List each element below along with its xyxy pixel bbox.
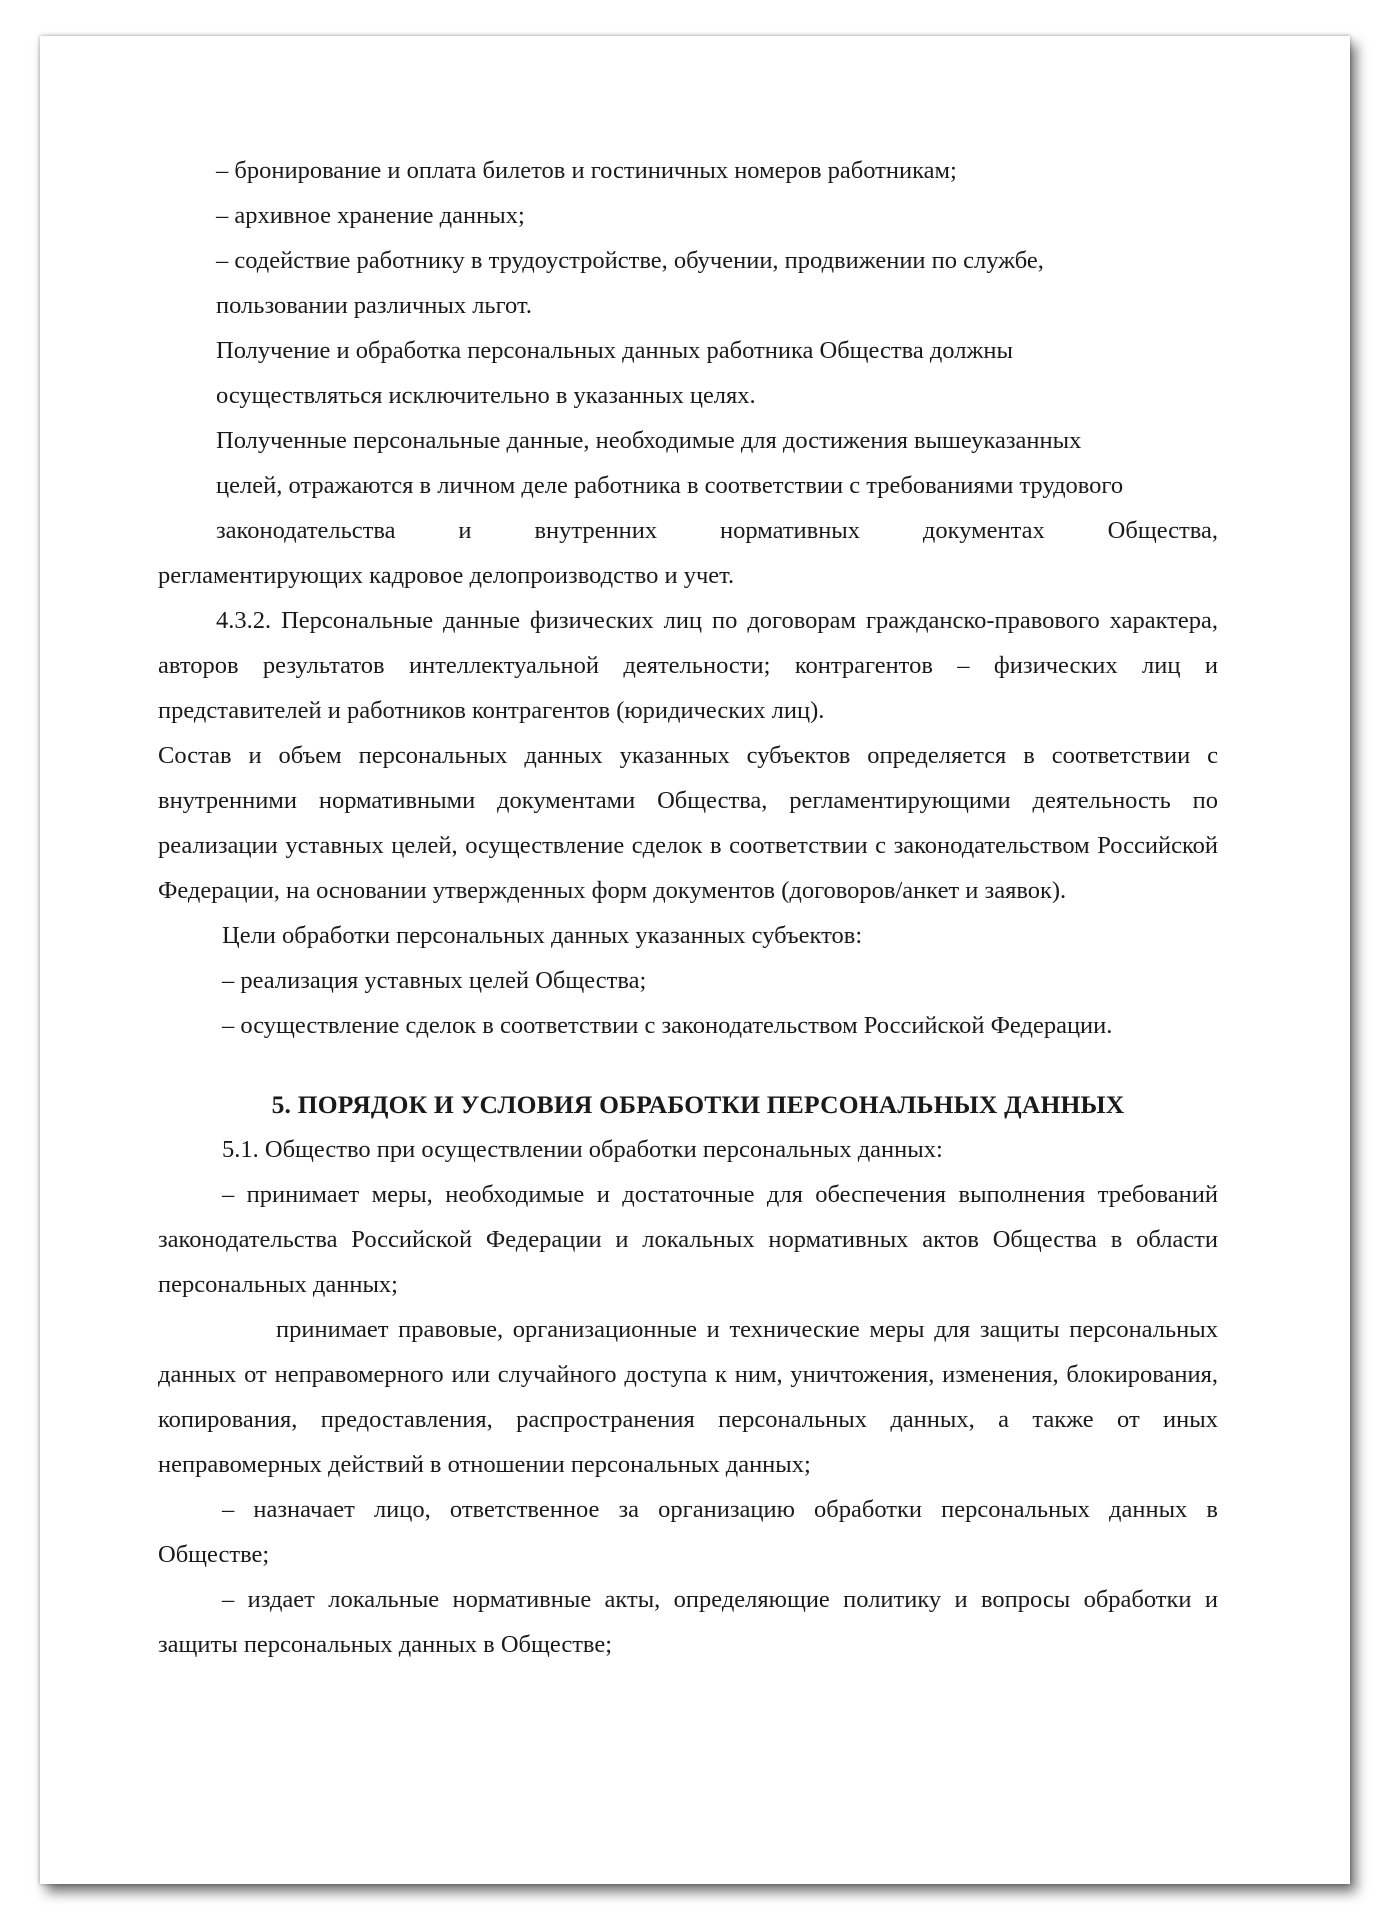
list-item-assistance-cont: пользовании различных льгот. [216, 292, 532, 319]
paragraph-5-1: 5.1. Общество при осуществлении обработки персональных данных: [222, 1136, 943, 1163]
paragraph-line: законодательства и внутренних нормативных документах Общества, [216, 517, 1218, 544]
list-item-booking: – бронирование и оплата билетов и гостиничных номеров работникам; [216, 157, 957, 184]
paragraph-4-3-2: 4.3.2. Персональные данные физических лиц по договорам гражданско-правового характера, авторов результатов интеллектуальной деятельности; контрагентов – физических лиц и представителей и работников контрагентов (юридических лиц). [158, 607, 1218, 724]
measures-item: принимает правовые, организационные и технические меры для защиты персональных данных от неправомерного или случайного доступа к ним, уничтожения, изменения, блокирования, копирования, предоставления, распространения персональных данных, а также от иных неправомерных действий в отношении персональных данных; [158, 1316, 1218, 1478]
measures-item: – издает локальные нормативные акты, определяющие политику и вопросы обработки и защиты персональных данных в Обществе; [158, 1586, 1218, 1658]
paragraph-line: регламентирующих кадровое делопроизводство и учет. [158, 562, 735, 589]
list-item-archive: – архивное хранение данных; [216, 202, 525, 229]
paragraph-composition: Состав и объем персональных данных указанных субъектов определяется в соответствии с внутренними нормативными документами Общества, регламентирующими деятельность по реализации уставных целей, осуществление сделок в соответствии с законодательством Российской Федерации, на основании утвержденных форм документов (договоров/анкет и заявок). [158, 742, 1218, 904]
section-heading: 5. ПОРЯДОК И УСЛОВИЯ ОБРАБОТКИ ПЕРСОНАЛЬНЫХ ДАННЫХ [271, 1090, 1125, 1119]
goal-item: – осуществление сделок в соответствии с законодательством Российской Федерации. [222, 1012, 1113, 1039]
measures-item: – принимает меры, необходимые и достаточные для обеспечения выполнения требований законодательства Российской Федерации и локальных нормативных актов Общества в области персональных данных; [158, 1181, 1218, 1298]
list-item-assistance: – содействие работнику в трудоустройстве, обучении, продвижении по службе, [216, 247, 1044, 274]
goal-item: – реализация уставных целей Общества; [222, 967, 647, 994]
document-body [158, 148, 1218, 1667]
paragraph-line: осуществляться исключительно в указанных целях. [216, 382, 756, 409]
spacer [158, 1048, 1218, 1070]
measures-item: – назначает лицо, ответственное за организацию обработки персональных данных в Обществе; [158, 1496, 1218, 1568]
document-page [40, 36, 1350, 1884]
paragraph-line: Полученные персональные данные, необходимые для достижения вышеуказанных [216, 427, 1082, 454]
paragraph-line: целей, отражаются в личном деле работника в соответствии с требованиями трудового [216, 472, 1124, 499]
paragraph-line: Получение и обработка персональных данных работника Общества должны [216, 337, 1013, 364]
goals-intro: Цели обработки персональных данных указанных субъектов: [222, 922, 863, 949]
